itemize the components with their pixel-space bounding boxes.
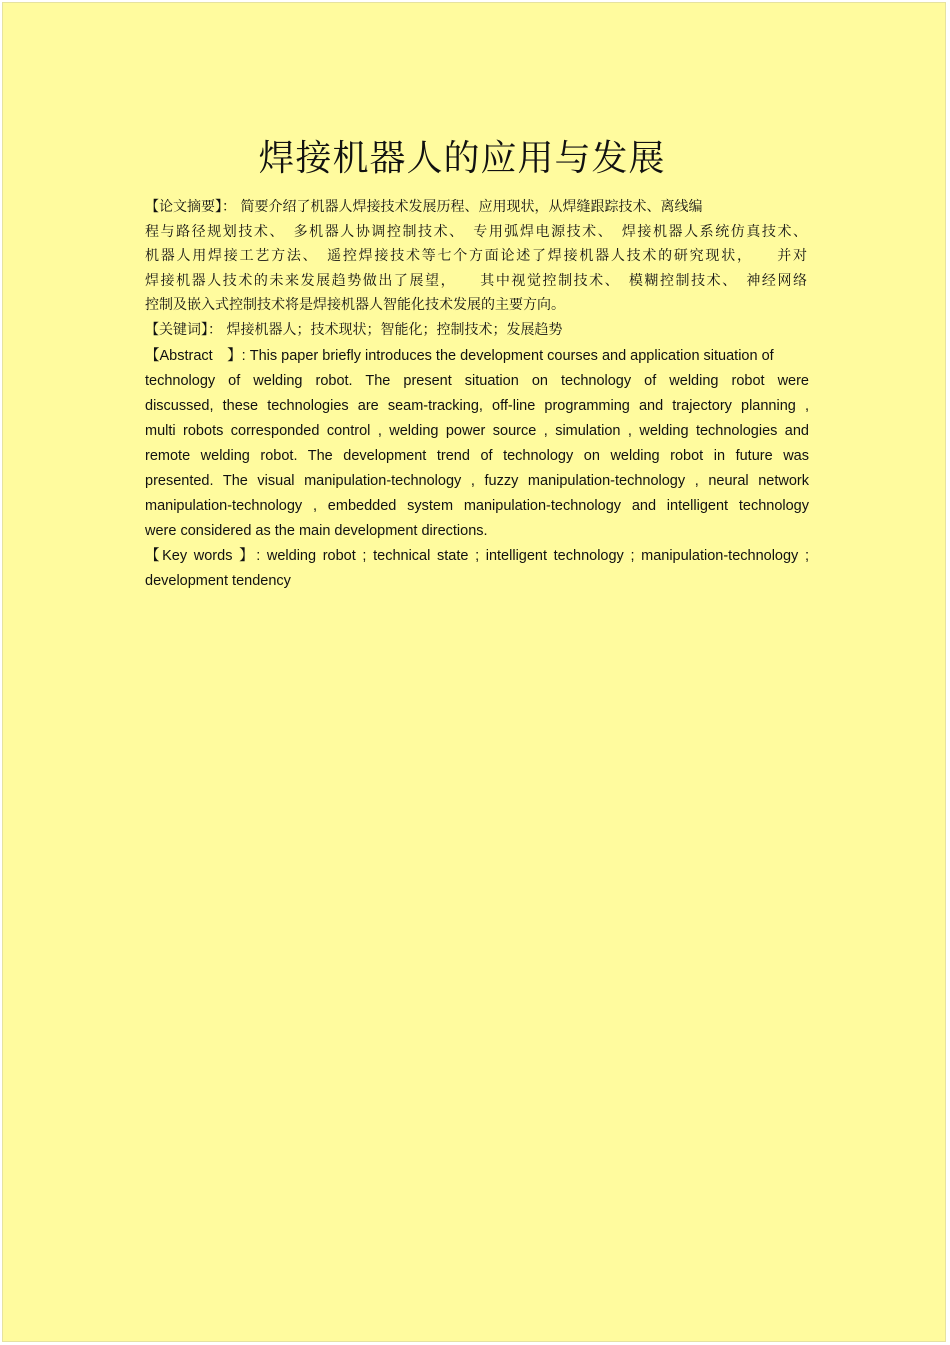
keywords-en <box>145 544 809 594</box>
abstract-en <box>145 344 809 544</box>
abstract-en-line: remote welding robot. The development trend of technology on welding robot in future was <box>145 448 809 464</box>
abstract-en-line: discussed, these technologies are seam-tracking, off-line programming and trajectory planning , <box>145 398 809 414</box>
abstract-cn-line: 程与路径规划技术、 多机器人协调控制技术、 专用弧焊电源技术、 焊接机器人系统仿真技术、 <box>145 223 807 240</box>
keywords-en-line: 【Key words 】: welding robot ; technical state ; intelligent technology ; manipulation-technology ; <box>145 548 809 564</box>
keywords-en-line: development tendency <box>145 573 291 589</box>
abstract-en-line: manipulation-technology , embedded system manipulation-technology and intelligent technology <box>145 498 809 514</box>
abstract-cn-line: 控制及嵌入式控制技术将是焊接机器人智能化技术发展的主要方向。 <box>145 297 565 313</box>
paper-title: 焊接机器人的应用与发展 <box>258 138 666 179</box>
abstract-cn <box>145 195 807 342</box>
paper-page <box>2 2 946 1342</box>
abstract-en-line: were considered as the main development directions. <box>145 523 488 539</box>
abstract-cn-line: 【论文摘要】： 简要介绍了机器人焊接技术发展历程、应用现状，从焊缝跟踪技术、离线编 <box>145 199 703 215</box>
abstract-en-line: 【Abstract 】: This paper briefly introduces the development courses and application situation of <box>145 348 774 364</box>
abstract-cn-line: 机器人用焊接工艺方法、 遥控焊接技术等七个方面论述了焊接机器人技术的研究现状， 并对 <box>145 248 807 264</box>
abstract-en-line: presented. The visual manipulation-technology , fuzzy manipulation-technology , neural network <box>145 473 809 489</box>
keywords-cn: 【关键词】： 焊接机器人；技术现状；智能化；控制技术；发展趋势 <box>145 321 563 338</box>
abstract-en-line: multi robots corresponded control , welding power source , simulation , welding technologies and <box>145 423 809 439</box>
abstract-cn-line: 焊接机器人技术的未来发展趋势做出了展望， 其中视觉控制技术、 模糊控制技术、 神经网络 <box>145 272 807 289</box>
abstract-en-line: technology of welding robot. The present situation on technology of welding robot were <box>145 373 809 389</box>
